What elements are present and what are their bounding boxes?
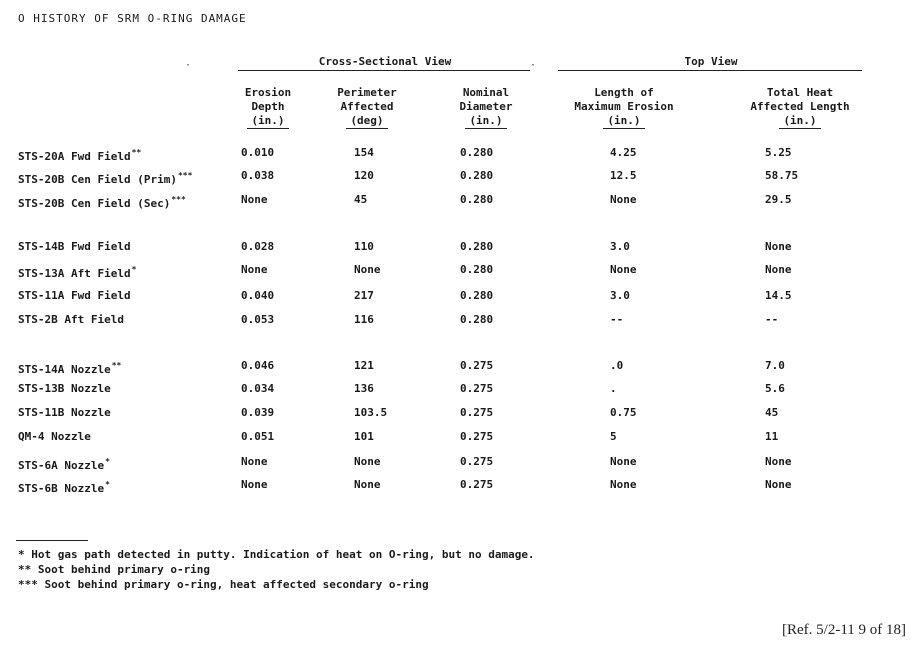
- column-header-unit: (in.): [247, 114, 288, 129]
- scan-speck: ·: [530, 60, 537, 71]
- table-cell-perimeter-affected: 101: [354, 430, 374, 443]
- page-title: O HISTORY OF SRM O-RING DAMAGE: [18, 12, 247, 25]
- table-cell-nominal-diameter: 0.280: [460, 169, 494, 182]
- table-cell-erosion-depth: None: [241, 455, 268, 468]
- table-cell-nominal-diameter: 0.275: [460, 382, 494, 395]
- cross-sectional-rule: [238, 70, 530, 71]
- table-cell-erosion-depth: 0.046: [241, 359, 275, 372]
- footnote-marker: **: [111, 361, 122, 370]
- table-cell-length-max-erosion: 3.0: [610, 240, 630, 253]
- column-header-unit: (in.): [465, 114, 506, 129]
- table-cell-total-heat-length: 29.5: [765, 193, 792, 206]
- column-header-line: Nominal: [462, 86, 510, 99]
- table-cell-perimeter-affected: None: [354, 455, 381, 468]
- table-cell-length-max-erosion: None: [610, 478, 637, 491]
- table-cell-erosion-depth: 0.010: [241, 146, 275, 159]
- row-label-text: STS-2B Aft Field: [18, 313, 124, 326]
- column-header-nominal-diameter: [416, 86, 556, 129]
- table-row-label: [18, 478, 110, 496]
- table-cell-total-heat-length: None: [765, 240, 792, 253]
- footnote-triple-star: *** Soot behind primary o-ring, heat affected secondary o-ring: [18, 578, 429, 591]
- table-cell-nominal-diameter: 0.280: [460, 240, 494, 253]
- column-header-line: Diameter: [459, 100, 513, 113]
- table-cell-length-max-erosion: .: [610, 382, 617, 395]
- column-header-length-max-erosion: [554, 86, 694, 129]
- column-header-unit: (in.): [779, 114, 820, 129]
- footnote-marker: **: [131, 148, 142, 157]
- table-cell-length-max-erosion: 3.0: [610, 289, 630, 302]
- top-view-header: Top View: [684, 55, 738, 68]
- table-cell-nominal-diameter: 0.280: [460, 289, 494, 302]
- table-cell-erosion-depth: 0.038: [241, 169, 275, 182]
- table-cell-erosion-depth: 0.051: [241, 430, 275, 443]
- table-cell-total-heat-length: None: [765, 478, 792, 491]
- table-cell-total-heat-length: 5.25: [765, 146, 792, 159]
- table-cell-perimeter-affected: 103.5: [354, 406, 388, 419]
- table-cell-perimeter-affected: 154: [354, 146, 374, 159]
- table-cell-erosion-depth: 0.028: [241, 240, 275, 253]
- row-label-text: STS-20B Cen Field (Prim): [18, 173, 177, 186]
- table-cell-nominal-diameter: 0.280: [460, 193, 494, 206]
- table-cell-nominal-diameter: 0.275: [460, 455, 494, 468]
- table-row-label: [18, 146, 141, 164]
- table-cell-perimeter-affected: 217: [354, 289, 374, 302]
- row-label-text: STS-14B Fwd Field: [18, 240, 131, 253]
- table-cell-perimeter-affected: 120: [354, 169, 374, 182]
- column-header-line: Length of: [594, 86, 654, 99]
- table-row-label: [18, 430, 91, 444]
- table-cell-total-heat-length: --: [765, 313, 779, 326]
- cross-sectional-view-header: Cross-Sectional View: [318, 55, 452, 68]
- table-cell-length-max-erosion: 12.5: [610, 169, 637, 182]
- table-cell-total-heat-length: 7.0: [765, 359, 785, 372]
- table-cell-erosion-depth: None: [241, 478, 268, 491]
- row-label-text: STS-20A Fwd Field: [18, 150, 131, 163]
- row-label-text: STS-6A Nozzle: [18, 459, 105, 472]
- column-header-line: Perimeter: [337, 86, 397, 99]
- table-cell-erosion-depth: 0.039: [241, 406, 275, 419]
- table-cell-perimeter-affected: 45: [354, 193, 368, 206]
- table-cell-nominal-diameter: 0.280: [460, 313, 494, 326]
- table-cell-erosion-depth: 0.053: [241, 313, 275, 326]
- column-header-line: Depth: [251, 100, 285, 113]
- table-cell-perimeter-affected: None: [354, 478, 381, 491]
- table-cell-total-heat-length: None: [765, 263, 792, 276]
- table-row-label: [18, 406, 111, 420]
- footnote-marker: *: [105, 480, 110, 489]
- table-cell-total-heat-length: 14.5: [765, 289, 792, 302]
- row-label-text: STS-13B Nozzle: [18, 382, 111, 395]
- footnote-marker: *: [131, 265, 137, 274]
- table-row-label: [18, 455, 110, 473]
- row-label-text: STS-20B Cen Field (Sec): [18, 197, 171, 210]
- column-header-total-heat-length: [730, 86, 870, 129]
- table-cell-nominal-diameter: 0.275: [460, 430, 494, 443]
- column-header-unit: (in.): [603, 114, 644, 129]
- footnote-marker: ***: [177, 171, 193, 180]
- table-cell-perimeter-affected: 121: [354, 359, 374, 372]
- row-label-text: QM-4 Nozzle: [18, 430, 91, 443]
- table-cell-length-max-erosion: None: [610, 455, 637, 468]
- table-cell-perimeter-affected: 116: [354, 313, 374, 326]
- table-cell-nominal-diameter: 0.280: [460, 263, 494, 276]
- table-cell-nominal-diameter: 0.280: [460, 146, 494, 159]
- reference-note: [Ref. 5/2-11 9 of 18]: [782, 622, 906, 638]
- table-row-label: [18, 382, 111, 396]
- table-cell-total-heat-length: 45: [765, 406, 779, 419]
- table-row-label: [18, 240, 131, 254]
- table-cell-length-max-erosion: None: [610, 263, 637, 276]
- table-row-label: [18, 289, 131, 303]
- row-label-text: STS-13A Aft Field: [18, 267, 131, 280]
- table-cell-perimeter-affected: 136: [354, 382, 374, 395]
- table-row-label: [18, 169, 192, 187]
- table-cell-total-heat-length: None: [765, 455, 792, 468]
- table-cell-nominal-diameter: 0.275: [460, 359, 494, 372]
- table-cell-length-max-erosion: --: [610, 313, 624, 326]
- row-label-text: STS-11A Fwd Field: [18, 289, 131, 302]
- footnote-double-star: ** Soot behind primary o-ring: [18, 563, 211, 576]
- table-row-label: [18, 359, 121, 377]
- table-cell-erosion-depth: None: [241, 193, 268, 206]
- row-label-text: STS-14A Nozzle: [18, 363, 111, 376]
- table-cell-length-max-erosion: .0: [610, 359, 624, 372]
- table-cell-length-max-erosion: 0.75: [610, 406, 637, 419]
- table-cell-erosion-depth: 0.040: [241, 289, 275, 302]
- scan-speck: ·: [185, 60, 192, 71]
- table-cell-length-max-erosion: None: [610, 193, 637, 206]
- table-cell-erosion-depth: None: [241, 263, 268, 276]
- column-header-line: Erosion: [244, 86, 292, 99]
- table-cell-nominal-diameter: 0.275: [460, 478, 494, 491]
- table-cell-total-heat-length: 58.75: [765, 169, 799, 182]
- table-cell-total-heat-length: 5.6: [765, 382, 785, 395]
- table-cell-total-heat-length: 11: [765, 430, 779, 443]
- row-label-text: STS-11B Nozzle: [18, 406, 111, 419]
- column-header-line: Affected: [340, 100, 394, 113]
- table-row-label: [18, 263, 136, 281]
- table-cell-erosion-depth: 0.034: [241, 382, 275, 395]
- column-header-line: Affected Length: [750, 100, 850, 113]
- table-row-label: [18, 193, 186, 211]
- table-cell-perimeter-affected: 110: [354, 240, 374, 253]
- row-label-text: STS-6B Nozzle: [18, 482, 105, 495]
- table-cell-length-max-erosion: 5: [610, 430, 617, 443]
- column-header-line: Total Heat: [766, 86, 834, 99]
- footnote-marker: ***: [171, 195, 186, 204]
- footnote-marker: *: [105, 457, 110, 466]
- table-cell-length-max-erosion: 4.25: [610, 146, 637, 159]
- top-view-rule: [558, 70, 862, 71]
- footnote-rule: [16, 540, 88, 541]
- table-cell-nominal-diameter: 0.275: [460, 406, 494, 419]
- table-cell-perimeter-affected: None: [354, 263, 381, 276]
- column-header-unit: (deg): [346, 114, 387, 129]
- column-header-line: Maximum Erosion: [574, 100, 674, 113]
- table-row-label: [18, 313, 124, 327]
- footnote-single-star: * Hot gas path detected in putty. Indication of heat on O-ring, but no damage.: [18, 548, 535, 561]
